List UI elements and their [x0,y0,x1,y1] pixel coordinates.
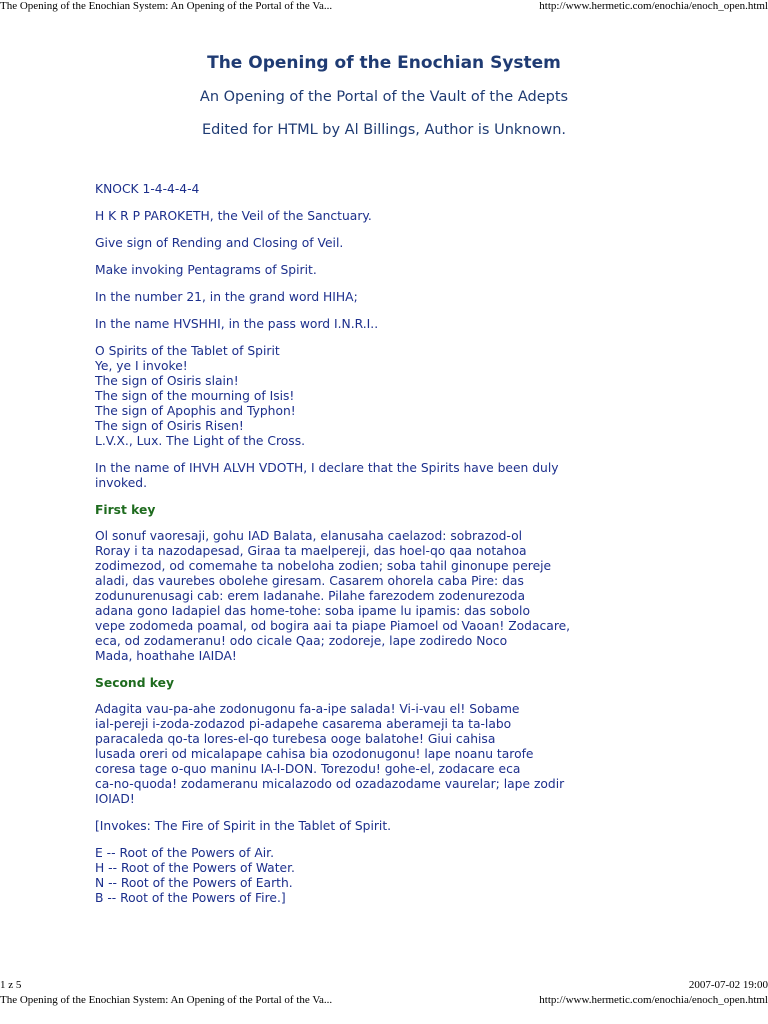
second-key-heading: Second key [95,676,174,690]
knock-line: KNOCK 1-4-4-4-4 [95,182,200,196]
invocation-block [95,344,695,449]
first-key-line: vepe zodomeda poamal, od bogira aai ta piape Piamoel od Vaoan! Zodacare, [95,619,571,633]
first-key-line: zodunurenusagi cab: erem Iadanahe. Pilahe farezodem zodenurezoda [95,589,525,603]
declare-line: invoked. [95,476,147,490]
first-key-block [95,529,695,664]
root-line: B -- Root of the Powers of Fire.] [95,891,286,905]
first-key-line: zodimezod, od comemahe ta nobeloha zodien; soba tahil ginonupe pereje [95,559,552,573]
ritual-text [95,182,695,918]
invocation-line: The sign of Osiris Risen! [95,419,244,433]
second-key-line: Adagita vau-pa-ahe zodonugonu fa-a-ipe salada! Vi-i-vau el! Sobame [95,702,520,716]
invocation-line: The sign of the mourning of Isis! [95,389,295,403]
number-line: In the number 21, in the grand word HIHA; [95,290,358,304]
second-key-line: lusada oreri od micalapape cahisa bia ozodonugonu! lape noanu tarofe [95,747,534,761]
root-line: E -- Root of the Powers of Air. [95,846,275,860]
first-key-line: aladi, das vaurebes obolehe giresam. Casarem ohorela caba Pire: das [95,574,524,588]
second-key-line: coresa tage o-quo maninu IA-I-DON. Torezodu! gohe-el, zodacare eca [95,762,521,776]
invokes-line: [Invokes: The Fire of Spirit in the Tablet of Spirit. [95,819,392,833]
invocation-line: The sign of Osiris slain! [95,374,239,388]
declare-block [95,461,695,491]
first-key-heading: First key [95,503,156,517]
root-line: N -- Root of the Powers of Earth. [95,876,293,890]
page-credit: Edited for HTML by Al Billings, Author is Unknown. [201,122,567,138]
second-key-line: ial-pereji i-zoda-zodazod pi-adapehe casarema aberameji ta ta-labo [95,717,512,731]
first-key-line: Ol sonuf vaoresaji, gohu IAD Balata, elanusaha caelazod: sobrazod-ol [95,529,523,543]
print-footer [0,979,768,993]
invocation-line: L.V.X., Lux. The Light of the Cross. [95,434,306,448]
second-key-line: IOIAD! [95,792,135,806]
invocation-line: Ye, ye I invoke! [95,359,188,373]
first-key-line: eca, od zodameranu! odo cicale Qaa; zodoreje, lape zodiredo Noco [95,634,508,648]
print-header-url: http://www.hermetic.com/enochia/enoch_open.html [539,0,768,12]
print-footer-title: The Opening of the Enochian System: An Opening of the Portal of the Va... [0,994,333,1006]
paroketh-line: H K R P PAROKETH, the Veil of the Sanctuary. [95,209,372,223]
first-key-line: adana gono Iadapiel das home-tohe: soba ipame lu ipamis: das sobolo [95,604,530,618]
page-number: 1 z 5 [0,979,22,991]
first-key-line: Roray i ta nazodapesad, Giraa ta maelpereji, das hoel-qo qaa notahoa [95,544,527,558]
page-subtitle: An Opening of the Portal of the Vault of the Adepts [199,89,569,105]
print-footer-next [0,994,768,1008]
invocation-line: O Spirits of the Tablet of Spirit [95,344,280,358]
second-key-line: ca-no-quoda! zodameranu micalazodo od ozadazodame vaurelar; lape zodir [95,777,565,791]
second-key-block [95,702,695,807]
invocation-line: The sign of Apophis and Typhon! [95,404,296,418]
declare-line: In the name of IHVH ALVH VDOTH, I declare that the Spirits have been duly [95,461,559,475]
first-key-line: Mada, hoathahe IAIDA! [95,649,237,663]
root-line: H -- Root of the Powers of Water. [95,861,295,875]
page-title: The Opening of the Enochian System [207,53,561,73]
second-key-line: paracaleda qo-ta lores-el-qo turebesa ooge balatohe! Giui cahisa [95,732,496,746]
sign-line: Give sign of Rending and Closing of Veil. [95,236,344,250]
pentagrams-line: Make invoking Pentagrams of Spirit. [95,263,317,277]
print-datetime: 2007-07-02 19:00 [688,979,768,991]
print-footer-url: http://www.hermetic.com/enochia/enoch_open.html [539,994,768,1006]
print-header [0,0,768,14]
name-line: In the name HVSHHI, in the pass word I.N.R.I.. [95,317,379,331]
print-header-title: The Opening of the Enochian System: An Opening of the Portal of the Va... [0,0,333,12]
roots-block [95,846,695,906]
